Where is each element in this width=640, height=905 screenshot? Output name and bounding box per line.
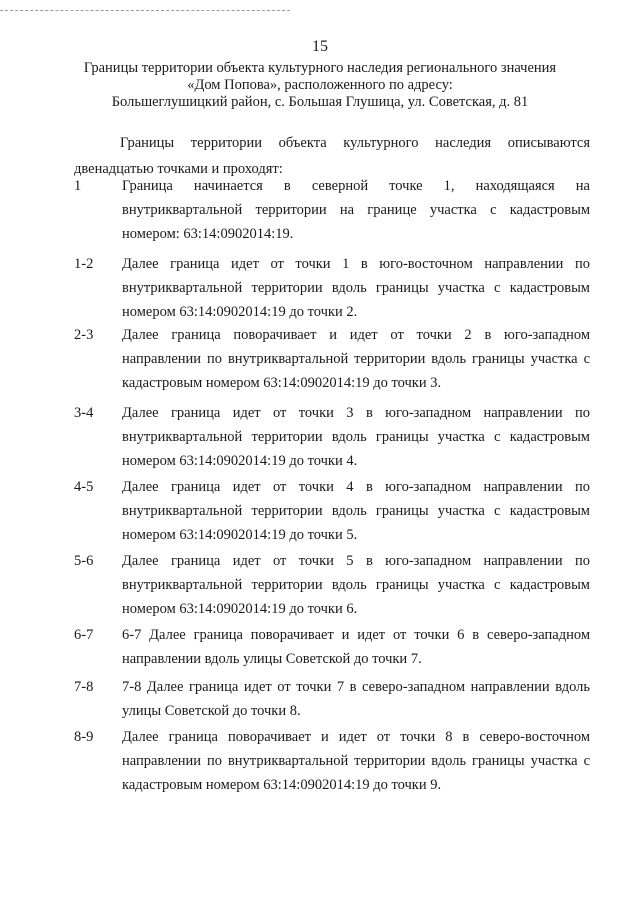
item-text: 6-7 Далее граница поворачивает и идет от точки 6 в северо-западном направлении вдоль улицы Советской до точки 7. [122,627,590,667]
document-header [40,60,600,111]
page-number: 15 [312,38,328,55]
item-text: Далее граница идет от точки 1 в юго-восточном направлении по внутриквартальной территории вдоль границы участка с кадастровым номером 63:14:0902014:19 до точки 2. [122,256,590,320]
intro-paragraph: Границы территории объекта культурного наследия описываются двенадцатью точками и проходят: [74,135,590,177]
item-number: 6-7 [74,627,94,643]
item-number: 2-3 [74,327,94,343]
item-text: Далее граница идет от точки 3 в юго-западном направлении по внутриквартальной территории вдоль границы участка с кадастровым номером 63:14:0902014:19 до точки 4. [122,405,590,469]
boundary-item-4 [74,401,590,473]
item-number: 5-6 [74,553,94,569]
boundary-item-8 [74,675,590,723]
boundary-item-5 [74,475,590,547]
boundary-item-9 [74,725,590,797]
item-number: 1 [74,178,82,194]
header-line-2: «Дом Попова», расположенного по адресу: [187,77,453,93]
boundary-item-7 [74,623,590,671]
item-number: 3-4 [74,405,94,421]
scan-artifact-line [0,10,290,11]
boundary-item-1 [74,174,590,246]
item-number: 1-2 [74,256,94,272]
item-text: Далее граница идет от точки 4 в юго-западном направлении по внутриквартальной территории вдоль границы участка с кадастровым номером 63:14:0902014:19 до точки 5. [122,479,590,543]
item-number: 7-8 [74,679,94,695]
item-text: Далее граница поворачивает и идет от точки 8 в северо-восточном направлении по внутриквартальной территории вдоль границы участка с кадастровым номером 63:14:0902014:19 до точки 9. [122,729,590,793]
item-text: Граница начинается в северной точке 1, находящаяся на внутриквартальной территории на границе участка с кадастровым номером: 63:14:0902014:19. [122,178,590,242]
header-line-1: Границы территории объекта культурного наследия регионального значения [83,60,557,76]
item-number: 4-5 [74,479,94,495]
item-text: Далее граница поворачивает и идет от точки 2 в юго-западном направлении по внутриквартальной территории вдоль границы участка с кадастровым номером 63:14:0902014:19 до точки 3. [122,327,590,391]
boundary-item-2 [74,252,590,324]
boundary-item-6 [74,549,590,621]
item-text: Далее граница идет от точки 5 в юго-западном направлении по внутриквартальной территории вдоль границы участка с кадастровым номером 63:14:0902014:19 до точки 6. [122,553,590,617]
item-number: 8-9 [74,729,94,745]
item-text: 7-8 Далее граница идет от точки 7 в северо-западном направлении вдоль улицы Советской до точки 8. [122,679,590,719]
boundary-item-3 [74,323,590,395]
header-line-3: Большеглушицкий район, с. Большая Глушица, ул. Советская, д. 81 [111,94,529,110]
